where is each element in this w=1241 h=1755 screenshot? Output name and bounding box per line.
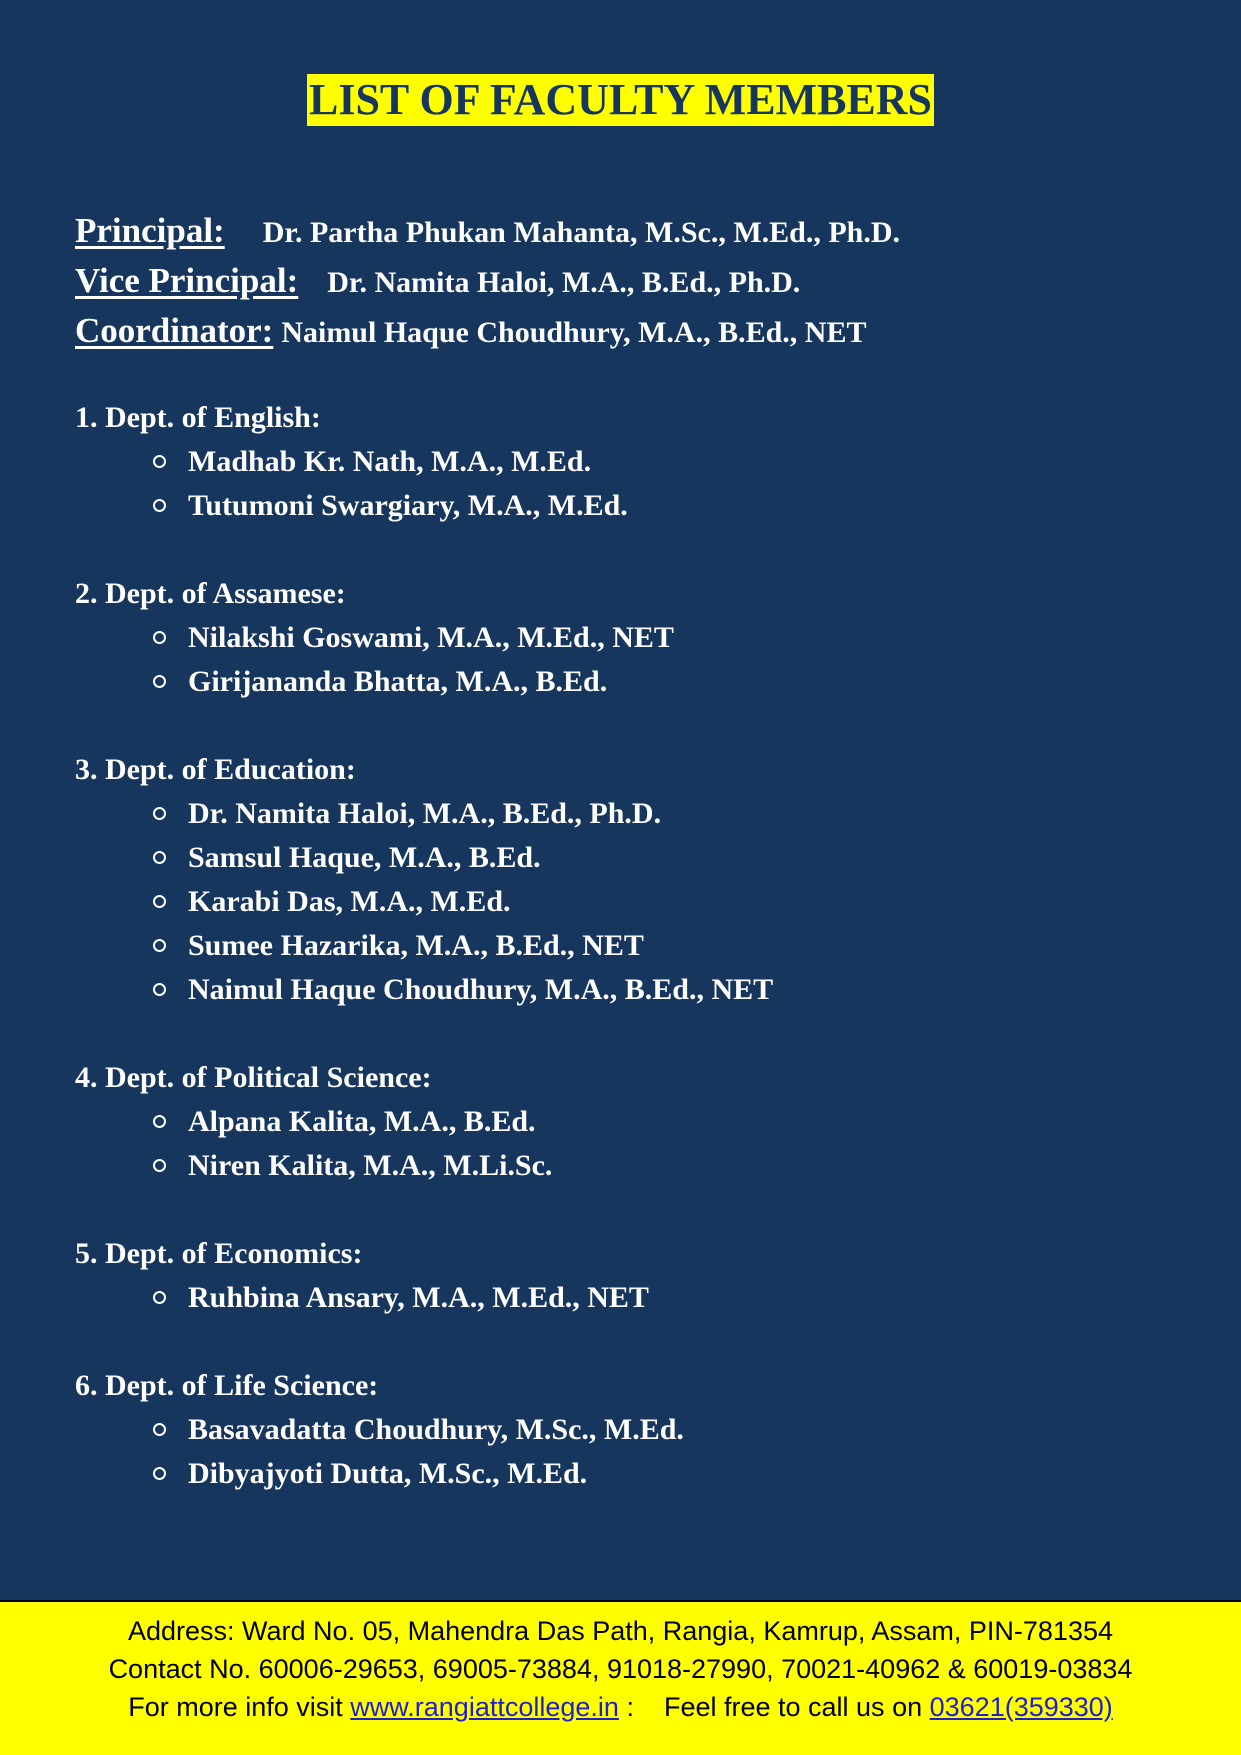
bullet-circle-icon	[153, 675, 166, 688]
departments-list	[75, 396, 1175, 1540]
faculty-member: Girijananda Bhatta, M.A., B.Ed.	[75, 660, 1175, 704]
department-heading: 4. Dept. of Political Science:	[75, 1061, 432, 1094]
department-political-science	[75, 1056, 1175, 1188]
page-title: LIST OF FACULTY MEMBERS	[308, 75, 933, 124]
footer-info	[0, 1688, 1241, 1726]
footer-contact: Contact No. 60006-29653, 69005-73884, 91018-27990, 70021-40962 & 60019-03834	[108, 1654, 1133, 1684]
faculty-member: Dr. Namita Haloi, M.A., B.Ed., Ph.D.	[75, 792, 1175, 836]
bullet-circle-icon	[153, 807, 166, 820]
contact-footer	[0, 1600, 1241, 1755]
bullet-circle-icon	[153, 895, 166, 908]
faculty-member: Samsul Haque, M.A., B.Ed.	[75, 836, 1175, 880]
faculty-member: Basavadatta Choudhury, M.Sc., M.Ed.	[75, 1408, 1175, 1452]
leadership-section	[75, 206, 900, 356]
department-economics	[75, 1232, 1175, 1320]
leader-name: Dr. Partha Phukan Mahanta, M.Sc., M.Ed., Ph.D.	[262, 216, 900, 249]
faculty-member: Sumee Hazarika, M.A., B.Ed., NET	[75, 924, 1175, 968]
faculty-member: Alpana Kalita, M.A., B.Ed.	[75, 1100, 1175, 1144]
faculty-member: Dibyajyoti Dutta, M.Sc., M.Ed.	[75, 1452, 1175, 1496]
bullet-circle-icon	[153, 1159, 166, 1172]
leader-role: Coordinator:	[75, 311, 274, 350]
department-education	[75, 748, 1175, 1012]
faculty-member: Nilakshi Goswami, M.A., M.Ed., NET	[75, 616, 1175, 660]
leader-coordinator	[75, 306, 900, 356]
bullet-circle-icon	[153, 1115, 166, 1128]
bullet-circle-icon	[153, 939, 166, 952]
website-link[interactable]: www.rangiattcollege.in	[350, 1692, 619, 1722]
bullet-circle-icon	[153, 631, 166, 644]
department-english	[75, 396, 1175, 528]
leader-principal	[75, 206, 900, 256]
leader-name: Dr. Namita Haloi, M.A., B.Ed., Ph.D.	[327, 266, 801, 299]
bullet-circle-icon	[153, 983, 166, 996]
footer-address: Address: Ward No. 05, Mahendra Das Path, Rangia, Kamrup, Assam, PIN-781354	[128, 1616, 1113, 1646]
department-heading: 3. Dept. of Education:	[75, 753, 356, 786]
footer-call-text: : Feel free to call us on	[626, 1692, 923, 1722]
faculty-member: Tutumoni Swargiary, M.A., M.Ed.	[75, 484, 1175, 528]
department-heading: 5. Dept. of Economics:	[75, 1237, 363, 1270]
footer-info-prefix: For more info visit	[128, 1692, 343, 1722]
department-heading: 1. Dept. of English:	[75, 401, 321, 434]
leader-vice-principal	[75, 256, 900, 306]
faculty-member: Madhab Kr. Nath, M.A., M.Ed.	[75, 440, 1175, 484]
department-life-science	[75, 1364, 1175, 1496]
leader-role: Principal:	[75, 211, 225, 250]
phone-link[interactable]: 03621(359330)	[929, 1692, 1113, 1722]
faculty-member: Ruhbina Ansary, M.A., M.Ed., NET	[75, 1276, 1175, 1320]
title-container	[0, 74, 1241, 126]
department-assamese	[75, 572, 1175, 704]
faculty-member: Naimul Haque Choudhury, M.A., B.Ed., NET	[75, 968, 1175, 1012]
department-heading: 2. Dept. of Assamese:	[75, 577, 346, 610]
faculty-member: Niren Kalita, M.A., M.Li.Sc.	[75, 1144, 1175, 1188]
bullet-circle-icon	[153, 1423, 166, 1436]
bullet-circle-icon	[153, 1467, 166, 1480]
bullet-circle-icon	[153, 499, 166, 512]
leader-role: Vice Principal:	[75, 261, 299, 300]
faculty-member: Karabi Das, M.A., M.Ed.	[75, 880, 1175, 924]
leader-name: Naimul Haque Choudhury, M.A., B.Ed., NET	[281, 316, 867, 349]
bullet-circle-icon	[153, 851, 166, 864]
bullet-circle-icon	[153, 1291, 166, 1304]
department-heading: 6. Dept. of Life Science:	[75, 1369, 379, 1402]
bullet-circle-icon	[153, 455, 166, 468]
